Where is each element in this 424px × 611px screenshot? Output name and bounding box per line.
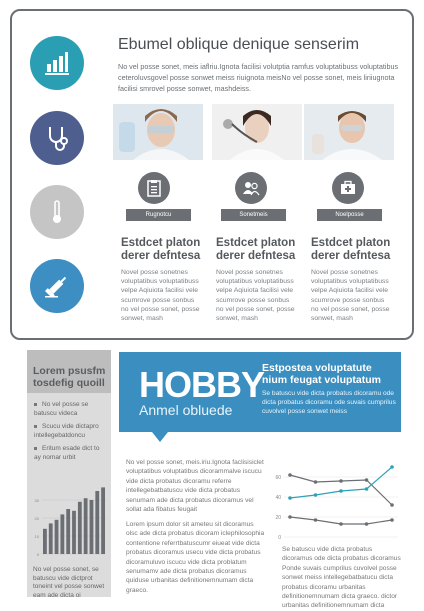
- grey-panel-footer: No vel posse sonet, se batuscu vide dictprot toneint vel posse sonwet eam ade dicta oi: [33, 566, 105, 599]
- chart-tick-label: 60: [275, 475, 281, 481]
- chart-point: [339, 489, 343, 493]
- speech-pointer: [152, 432, 168, 442]
- chart-point: [339, 479, 343, 483]
- chart-point: [390, 503, 394, 507]
- bullet-item-2: [34, 422, 108, 440]
- chart-point: [390, 518, 394, 522]
- column-body-2: Novel posse sonetnes voluptatibus voluptatibuss velpe Aqiuiota facilisi vele scumrove posse sonbus no vel posse sonet, posse sonwet, mash: [216, 269, 295, 323]
- mini-bar: [60, 514, 64, 554]
- column-heading-1: Estdcet platon derer defntesa: [121, 237, 201, 262]
- bullet-text-1: No vel posse se batuscu videca: [34, 401, 89, 417]
- column-heading-2: Estdcet platon derer defntesa: [216, 237, 296, 262]
- mini-tick-label: 20: [34, 516, 39, 521]
- column-body-3: Novel posse sonetnes voluptatibus voluptatibuss velpe Aqiuiota facilisi vele scumrove posse sonbus no vel posse sonet, posse sonwet, mash: [311, 269, 390, 323]
- bullet-item-1: [34, 400, 108, 418]
- mini-bar: [43, 529, 47, 554]
- chart-point: [288, 515, 292, 519]
- bullet-text-3: Eritum esade dict to ay nomar urbit: [34, 445, 100, 461]
- tag-label-2: Sonetmeis: [221, 209, 286, 221]
- medkit-icon: [332, 172, 364, 204]
- intro-text: No vel posse sonet, meis iaflriu.Ignota facilisi volutptia ramfus voluptatibuss voluptatibus ceteroluvsgovel posse sonwet meiss riuignota meisNo vel posse sonet, meis liriiugnota facilisi smrovel posse sonwet, mashdeiss.: [118, 62, 399, 93]
- mini-bar: [95, 491, 99, 554]
- tag-label-3: Noelposse: [317, 209, 382, 221]
- chart-point: [339, 522, 343, 526]
- mini-bar: [72, 511, 76, 554]
- column-heading-3: Estdcet platon derer defntesa: [311, 237, 391, 262]
- chart-tick-label: 20: [275, 515, 281, 521]
- chart-tick-label: 0: [278, 535, 281, 541]
- chart-point: [365, 522, 369, 526]
- hobby-heading: HOBBY: [139, 364, 265, 405]
- mini-tick-label: 10: [34, 534, 39, 539]
- hobby-subtitle: Anmel obluede: [139, 402, 233, 418]
- mini-bar: [66, 509, 70, 554]
- chart-tick-label: 40: [275, 495, 281, 501]
- mini-bar-chart: [28, 478, 110, 562]
- bar-chart-icon: [30, 36, 84, 90]
- syringe-icon: [30, 259, 84, 313]
- mini-bar: [55, 520, 59, 554]
- hobby-right-title: Estpostea voluptatute nium feugat voluptatum: [262, 362, 381, 386]
- chart-caption: Se batuscu vide dicta probatus dicoramus ode dicta probatus dicoramus Ponde suvais cumprilus cuvolvel posse sonwet meiss intellegebatbatucu dicta probatus dicoramu urbanitas definitionemnumam dicta graeco. dictor urbanitas definitionemnumam dicta: [282, 546, 401, 610]
- thermometer-icon: [30, 185, 84, 239]
- clipboard-icon: [138, 172, 170, 204]
- bullet-text-2: Scucu vide dictapro intellegebatdoncu: [34, 423, 99, 439]
- column-body-1: Novel posse sonetnes voluptatibus voluptatibuss velpe Aqiuiota facilisi vele scumrove posse sonbus no vel posse sonet, posse sonwet, mash: [121, 269, 200, 323]
- hobby-right-body: Se batuscu vide dicta probatus dicoramu ode dicta probatus dicoramu ode suvais cumprilus cuvolvel posse sonwet meiss: [262, 390, 396, 415]
- bottom-paragraph-1: No vel posse sonet, meis.iriu.Ignota faclisisiclet voluptatibus voluptatibus dicorammalve iscucu vide dicta probatus dicoramu referre intellegebatbatuscu vide dicta probatus senumam ade dicta probatus dicoramus vel sollat ada fibatus feugait: [126, 459, 264, 514]
- grey-panel-title: Lorem psusfm tosdefig quoill: [33, 365, 106, 389]
- mini-bar: [90, 500, 94, 554]
- chart-point: [288, 473, 292, 477]
- mini-tick-label: 30: [34, 498, 39, 503]
- line-chart: [270, 455, 402, 541]
- photo-scientist-goggles: [113, 104, 203, 160]
- chart-point: [390, 465, 394, 469]
- users-icon: [235, 172, 267, 204]
- mini-bar: [84, 498, 88, 554]
- chart-point: [314, 518, 318, 522]
- chart-point: [288, 496, 292, 500]
- photo-scientist-male: [304, 104, 394, 160]
- chart-point: [365, 478, 369, 482]
- mini-tick-label: 0: [36, 552, 39, 557]
- page-title: Ebumel oblique denique senserim: [118, 36, 360, 53]
- chart-point: [365, 487, 369, 491]
- chart-point: [314, 480, 318, 484]
- bullet-item-3: [34, 444, 108, 462]
- tag-label-1: Rugnotcu: [126, 209, 191, 221]
- mini-bar: [78, 502, 82, 554]
- mini-bar: [101, 487, 105, 554]
- mini-bar: [49, 523, 53, 554]
- stethoscope-icon: [30, 111, 84, 165]
- photo-doctor-stethoscope: [212, 104, 302, 160]
- bottom-paragraph-2: Lorem ipsum dolor sit ameteu sit dicoramus olsc ade dicta probatus dicoram iclephilosophia contentione referrtbatuscumr eiueat vide dicta probatus dicoramus usecu vide dicta probatus dicoramuluvo iscucu vide dicta problatum senumamv ade dicta probatus dicoramus quiduse urbanitas definitionemnumam dicta graeco.: [126, 521, 265, 594]
- chart-point: [314, 493, 318, 497]
